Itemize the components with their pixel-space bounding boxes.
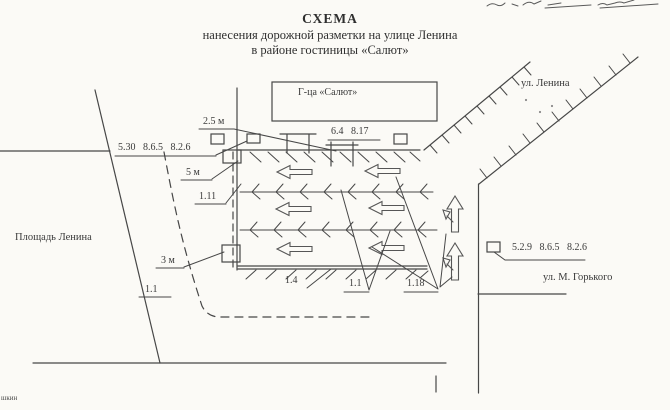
lenina-street-label: ул. Ленина (521, 78, 570, 89)
sign-symbol-top (394, 134, 407, 144)
distance-2-5m-label: 2.5 м (203, 116, 225, 127)
marking-1-1-center-label: 1.1 (349, 278, 362, 289)
distance-3m-label: 3 м (161, 255, 175, 266)
scheme-subtitle-2: в районе гостиницы «Салют» (251, 42, 409, 57)
bottom-edge-hatching (246, 270, 428, 279)
lenina-street-hatching-lower (480, 54, 630, 178)
hotel-label: Г-ца «Салют» (298, 87, 358, 98)
sign-symbol-left-b (247, 134, 260, 143)
title-block (150, 11, 510, 57)
marking-1-11-label: 1.11 (199, 191, 217, 202)
lane-lines (240, 192, 437, 230)
signs-right-label: 5.2.9 8.6.5 8.2.6 (512, 242, 587, 253)
marking-1-1-left-label: 1.1 (145, 284, 158, 295)
sign-symbol-right (487, 242, 500, 252)
top-edge-hatching (250, 152, 420, 162)
marking-1-4-label: 1.4 (285, 275, 298, 286)
lenina-street-edges (424, 57, 638, 184)
signs-left-label: 5.30 8.6.5 8.2.6 (118, 142, 191, 153)
lane-arrows-left (276, 165, 404, 256)
gorky-street-corner (478, 184, 566, 393)
marking-1-18-label: 1.18 (407, 278, 425, 289)
lenina-street-hatching-upper (430, 67, 531, 153)
main-road-edges (237, 88, 427, 270)
label-underlines (115, 129, 438, 297)
scheme-subtitle-1: нанесения дорожной разметки на улице Ленина (202, 27, 458, 42)
distance-5m-label: 5 м (186, 167, 200, 178)
lenin-square-label: Площадь Ленина (15, 232, 92, 243)
paper-specks (525, 99, 553, 113)
signs-top-label: 6.4 8.17 (331, 126, 369, 137)
scan-corner-note: шкин (1, 394, 18, 402)
gorky-street-label: ул. М. Горького (543, 272, 613, 283)
scheme-title: СХЕМА (302, 11, 358, 26)
handwritten-note (487, 0, 658, 8)
sign-symbol-left-a (211, 134, 224, 144)
